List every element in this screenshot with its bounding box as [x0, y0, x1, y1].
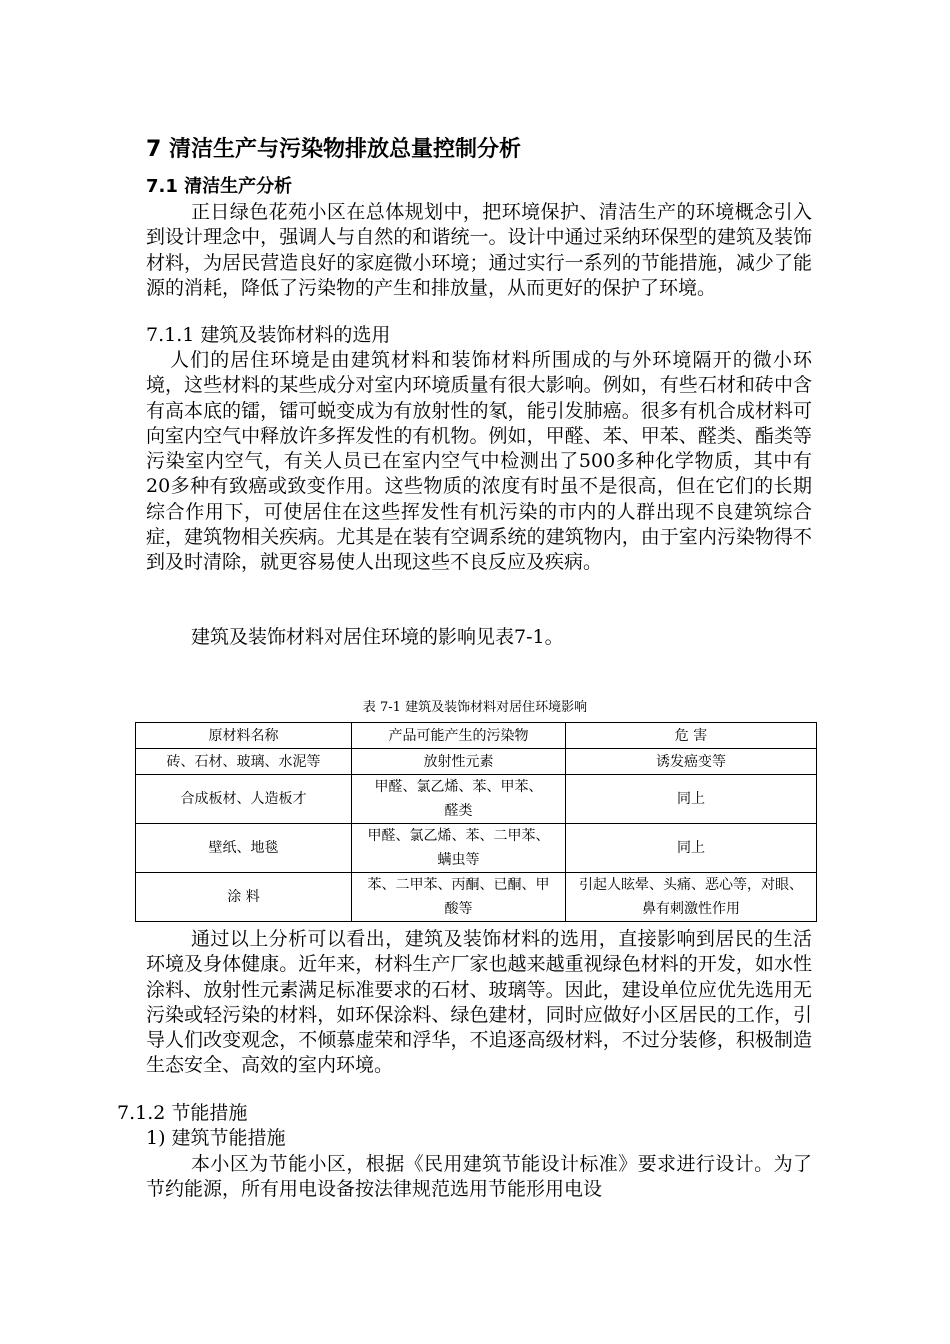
impact-table	[135, 722, 817, 922]
table-cell: 放射性元素	[352, 749, 566, 775]
table-cell: 甲醛、氯乙烯、苯、二甲苯、螨虫等	[352, 824, 566, 873]
table-cell: 同上	[566, 824, 817, 873]
materials-paragraph-2: 建筑及装饰材料对居住环境的影响见表7-1。	[191, 626, 564, 648]
table-row	[136, 749, 817, 775]
table-row	[136, 824, 817, 873]
table-cell: 诱发癌变等	[566, 749, 817, 775]
table-cell: 砖、石材、玻璃、水泥等	[136, 749, 352, 775]
table-cell: 引起人眩晕、头痛、恶心等，对眼、鼻有刺激性作用	[566, 873, 817, 922]
header-hazard: 危 害	[566, 723, 817, 749]
table-cell: 涂 料	[136, 873, 352, 922]
table-row	[136, 775, 817, 824]
table-cell: 壁纸、地毯	[136, 824, 352, 873]
intro-paragraph: 正日绿色花苑小区在总体规划中，把环境保护、清洁生产的环境概念引入到设计理念中，强调人与自然的和谐统一。设计中通过采纳环保型的建筑及装饰材料，为居民营造良好的家庭微小环境；通过实行一系列的节能措施，减少了能源的消耗，降低了污染物的产生和排放量，从而更好的保护了环境。	[146, 201, 812, 299]
energy-heading: 7.1.2 节能措施	[117, 1102, 248, 1124]
materials-paragraph-3: 通过以上分析可以看出，建筑及装饰材料的选用，直接影响到居民的生活环境及身体健康。近年来，材料生产厂家也越来越重视绿色材料的开发，如水性涂料、放射性元素满足标准要求的石材、玻璃等。因此，建设单位应优先选用无污染或轻污染的材料，如环保涂料、绿色建材，同时应做好小区居民的工作，引导人们改变观念，不倾慕虚荣和浮华，不追逐高级材料，不过分装修，积极制造生态安全、高效的室内环境。	[146, 928, 812, 1077]
materials-heading: 7.1.1 建筑及装饰材料的选用	[146, 324, 391, 346]
table-cell: 甲醛、氯乙烯、苯、甲苯、醛类	[352, 775, 566, 824]
subsection-title: 7.1 清洁生产分析	[146, 176, 293, 197]
table-row	[136, 873, 817, 922]
table-cell: 合成板材、人造板才	[136, 775, 352, 824]
table-cell: 苯、二甲苯、丙酮、已酮、甲酸等	[352, 873, 566, 922]
header-pollutant: 产品可能产生的污染物	[352, 723, 566, 749]
section-title: 7 清洁生产与污染物排放总量控制分析	[146, 137, 521, 162]
header-material: 原材料名称	[136, 723, 352, 749]
table-header-row	[136, 723, 817, 749]
materials-paragraph-1: 人们的居住环境是由建筑材料和装饰材料所围成的与外环境隔开的微小环境，这些材料的某些成分对室内环境质量有很大影响。例如，有些石材和砖中含有高本底的镭，镭可蜕变成为有放射性的氡，能引发肺癌。很多有机合成材料可向室内空气中释放许多挥发性的有机物。例如，甲醛、苯、甲苯、醛类、酯类等污染室内空气，有关人员已在室内空气中检测出了500多种化学物质，其中有20多种有致癌或致变作用。这些物质的浓度有时虽不是很高，但在它们的长期综合作用下，可使居住在这些挥发性有机污染的市内的人群出现不良建筑综合症，建筑物相关疾病。尤其是在装有空调系统的建筑物内，由于室内污染物得不到及时清除，就更容易使人出现这些不良反应及疾病。	[146, 349, 812, 574]
energy-paragraph-1: 本小区为节能小区，根据《民用建筑节能设计标准》要求进行设计。为了节约能源，所有用电设备按法律规范选用节能形用电设	[146, 1153, 812, 1201]
table-caption: 表 7-1 建筑及装饰材料对居住环境影响	[362, 700, 588, 715]
table-cell: 同上	[566, 775, 817, 824]
energy-subheading: 1) 建筑节能措施	[146, 1127, 286, 1149]
